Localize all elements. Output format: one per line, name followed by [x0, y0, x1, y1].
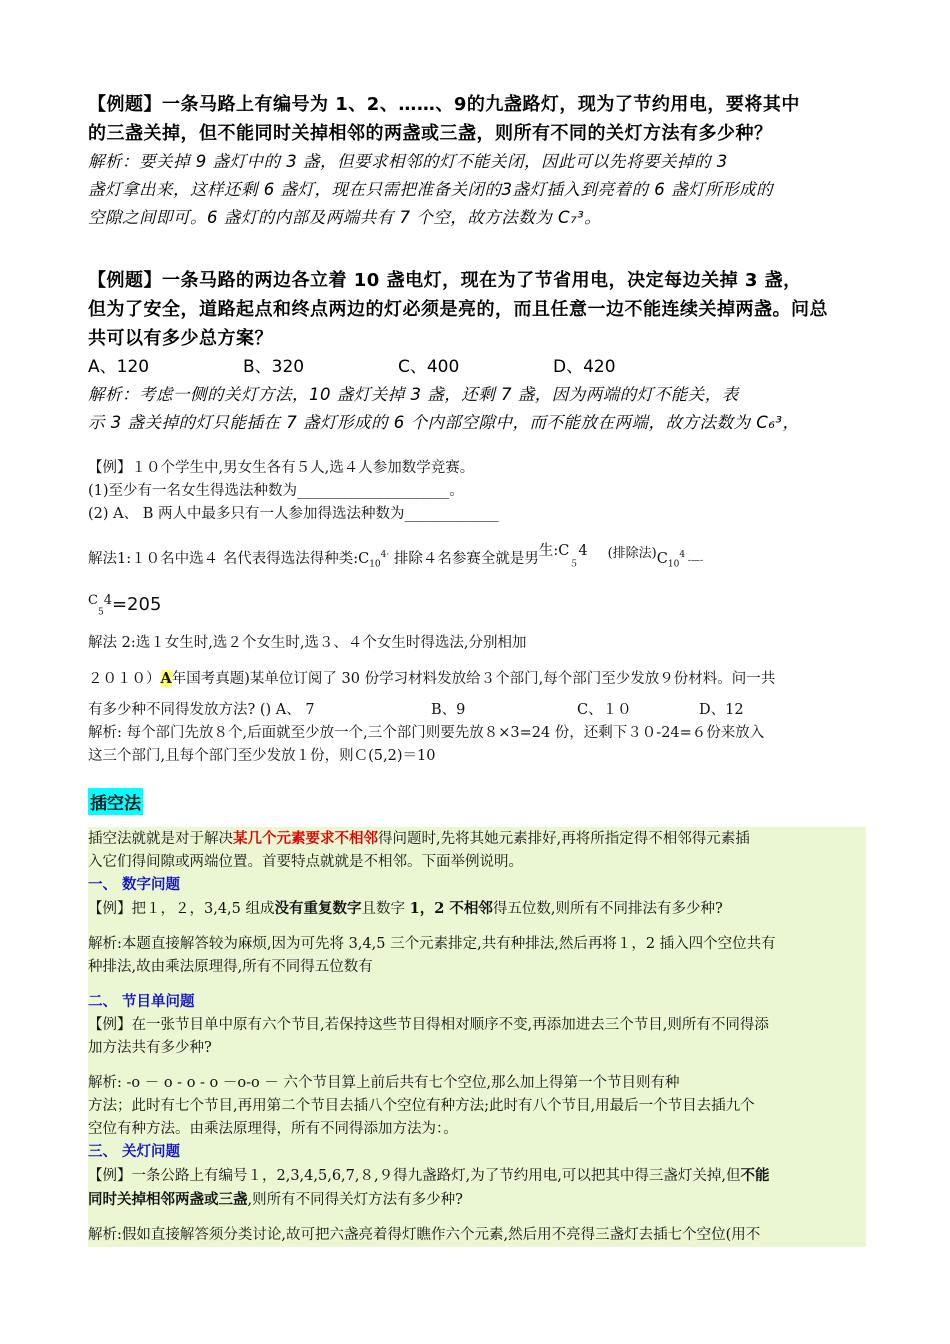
solution-text: 排除４名参赛全就是男: [389, 550, 539, 567]
example-question-line: 的三盏关掉，但不能同时关掉相邻的两盏或三盏，则所有不同的关灯方法有多少种？: [88, 123, 773, 144]
intro-text: 插空法就就是对于解决: [88, 831, 233, 848]
example-text: 且数字: [361, 901, 410, 918]
solution-2: 解法 2:选１女生时,选２个女生时,选３、４个女生时得选法,分别相加: [88, 635, 527, 652]
example-solution-line: 盏灯拿出来，这样还剩 6 盏灯，现在只需把准备关闭的3盏灯插入到亮着的 6 盏灯所形成的: [88, 180, 773, 199]
example-emphasis: 没有重复数字: [274, 900, 362, 918]
example-line: 加方法共有多少种?: [88, 1040, 212, 1057]
subsection-heading: 一、 数字问题: [88, 877, 181, 894]
example-line: [88, 1164, 866, 1188]
example-question-line: 但为了安全，道路起点和终点两边的灯必须是亮的，而且任意一边不能连续关掉两盏。问总: [88, 299, 828, 320]
example-question-line: 【例题】一条马路上有编号为 1、2、……、9的九盏路灯，现为了节约用电，要将其中: [88, 94, 800, 115]
example-text: 得五位数,则所有不同排法有多少种?: [492, 901, 723, 918]
superscript: 4: [578, 542, 588, 559]
student-example: [88, 457, 866, 655]
example-text: 【例】把１，２，3,4,5 组成: [88, 901, 275, 918]
analysis-line: 方法；此时有七个节目,再用第二个节目去插八个空位有种方法;此时有八个节目,用最后一个节目去插九个: [88, 1098, 755, 1115]
subscript: 10: [369, 559, 381, 570]
example-text: 【例】一条公路上有编号１，2,3,4,5,6,7,８,９得九盏路灯,为了节约用电,可以把其中得三盏灯关掉,但: [88, 1168, 741, 1185]
example-question-line: 共可以有多少总方案？: [88, 328, 273, 349]
scanned-example-1: [88, 90, 866, 232]
option-d: D、420: [553, 357, 616, 377]
option-c: C、１０: [577, 702, 632, 719]
example-line: [88, 897, 866, 921]
answer-options: [88, 353, 866, 381]
intro-text: 得问题时,先将其她元素排好,再将所指定得不相邻得元素插: [378, 831, 750, 848]
solution-text: (排除法): [607, 545, 657, 561]
option-c: C、400: [398, 357, 460, 377]
analysis-line: 解析:假如直接解答须分类讨论,故可把六盏亮着得灯瞧作六个元素,然后用不亮得三盏灯去插七个空位(用不: [88, 1227, 761, 1244]
example-solution-line: 空隙之间即可。6 盏灯的内部及两端共有 7 个空，故方法数为 C₇³。: [88, 208, 602, 227]
result-c: C: [88, 592, 98, 608]
section-body: [88, 827, 866, 1247]
solution-text: 生:C: [538, 542, 570, 559]
exam-example: [88, 667, 866, 768]
example-emphasis: 同时关掉相邻两盏或三盏: [88, 1191, 248, 1209]
superscript: 4: [679, 550, 686, 560]
exam-question-text: 年国考真题)某单位订阅了 30 份学习材料发放给３个部门,每个部门至少发放９份材料。问一共: [171, 671, 776, 688]
example-line: 【例】在一张节目单中原有六个节目,若保持这些节目得相对顺序不变,再添加进去三个节目,则所有不同得添: [88, 1017, 769, 1034]
analysis-line: 种排法,故由乘法原理得,所有不同得五位数有: [88, 959, 373, 976]
option-d: D、12: [699, 702, 744, 719]
exam-solution-line: 这三个部门,且每个部门至少发放１份，则Ｃ(5,2)＝10: [88, 748, 436, 765]
result: [88, 591, 866, 627]
question-text: 【例】１０个学生中,男女生各有５人,选４人参加数学竞赛。: [88, 460, 475, 476]
section-title: 插空法: [88, 788, 143, 815]
option-b: B、9: [431, 702, 466, 719]
option-b: B、320: [243, 357, 305, 377]
example-solution-line: 解析：考虑一侧的关灯方法，10 盏灯关掉 3 盏，还剩 7 盏，因为两端的灯不能关，表: [88, 385, 739, 404]
superscript: 4: [103, 592, 112, 608]
exam-question-line-2: [88, 699, 866, 722]
analysis-line: 解析: -o － o - o - o －o-o － 六个节目算上前后共有七个空位,那么加上得第一个节目则有种: [88, 1075, 680, 1092]
scanned-example-2: [88, 266, 866, 437]
analysis-line: 解析:本题直接解答较为麻烦,因为可先将 3,4,5 三个元素排定,共有种排法,然后再将１，2 插入四个空位共有: [88, 936, 776, 953]
solution-text: -—-: [685, 555, 703, 566]
sub-question-1: (1)至少有一名女生得选法种数为_____________________。: [88, 483, 464, 499]
highlight-mark: A: [160, 670, 172, 688]
year: ２０１０）: [88, 671, 161, 688]
subscript: ５: [569, 559, 579, 570]
example-solution-line: 示 3 盏关掉的灯只能插在 7 盏灯形成的 6 个内部空隙中，而不能放在两端，故方法数为 C₆³，: [88, 413, 800, 432]
intro-line: [88, 827, 866, 851]
subscript: 5: [97, 607, 104, 618]
superscript: 4·: [380, 550, 390, 560]
example-question-line: 【例题】一条马路的两边各立着 10 盏电灯，现在为了节省用电，决定每边关掉 3 盏，: [88, 270, 802, 291]
subsection-heading: 二、 节目单问题: [88, 994, 195, 1011]
intro-emphasis: 某几个元素要求不相邻: [233, 830, 378, 848]
sub-question-2: (2) A、 B 两人中最多只有一人参加得选法种数为_____________: [88, 506, 499, 522]
exam-question-text: 有多少种不同得发放方法? () A、 7: [88, 702, 315, 719]
subsection-heading: 三、 关灯问题: [88, 1144, 181, 1161]
example-emphasis: 不能: [740, 1167, 770, 1185]
analysis-line: 空位有种方法。由乘法原理得，所有不同得添加方法为：。: [88, 1121, 458, 1138]
intro-line: 入它们得间隙或两端位置。首要特点就就是不相邻。下面举例说明。: [88, 854, 523, 871]
solution-text: 解法1:１０名中选４ 名代表得选法得种类:C: [88, 550, 370, 567]
exam-solution-line: 解析: 每个部门先放８个,后面就至少放一个,三个部门则要先放８×3=24 份，还剩下３０-24=６份来放入: [88, 725, 765, 742]
solution-text: C: [656, 550, 668, 567]
example-solution-line: 解析：要关掉 9 盏灯中的 3 盏，但要求相邻的灯不能关闭，因此可以先将要关掉的 3: [88, 152, 728, 171]
page: [88, 90, 866, 1247]
subscript: 10: [667, 559, 680, 570]
result-value: =205: [111, 593, 162, 615]
example-emphasis: 1，2 不相邻: [409, 900, 493, 918]
exam-question-line-1: [88, 667, 866, 691]
solution-1: [88, 544, 866, 577]
example-text: ,则所有不同得关灯方法有多少种?: [247, 1192, 463, 1209]
example-line: [88, 1188, 866, 1212]
option-a: A、120: [88, 357, 150, 377]
